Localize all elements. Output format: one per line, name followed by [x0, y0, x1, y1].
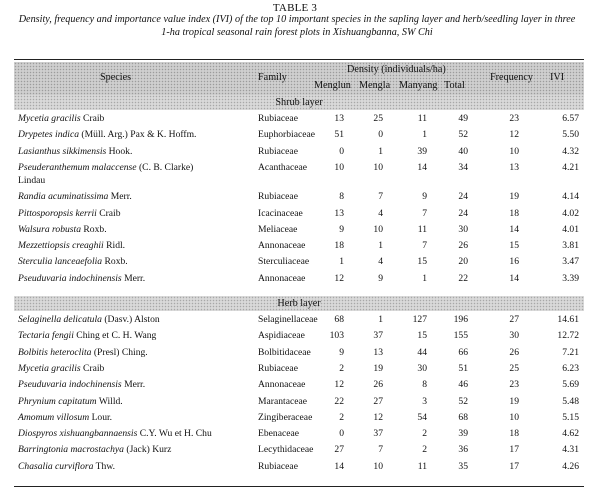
cell-frequency: 14 [509, 272, 519, 284]
cell-species [18, 162, 193, 173]
species-name: Pittosporopsis kerrii [18, 207, 97, 219]
cell-species [18, 113, 104, 124]
species-author: Craib [83, 113, 105, 124]
cell-mengla: 12 [373, 411, 383, 423]
cell-menglun: 2 [339, 362, 344, 374]
header-density-group: Density (individuals/ha) [347, 64, 446, 75]
header-mengla: Mengla [359, 80, 391, 91]
cell-mengla: 13 [373, 346, 383, 358]
cell-manyang: 7 [422, 207, 427, 219]
cell-total: 40 [458, 145, 468, 157]
cell-manyang: 7 [422, 240, 427, 252]
header-species: Species [100, 72, 132, 83]
cell-mengla: 4 [378, 207, 383, 219]
cell-ivi: 4.32 [562, 145, 579, 157]
species-name: Amomum villosum [18, 411, 90, 423]
cell-ivi: 5.48 [562, 395, 579, 407]
cell-mengla: 10 [373, 460, 383, 472]
cell-ivi: 6.23 [562, 362, 579, 374]
cell-total: 30 [458, 223, 468, 235]
cell-species [18, 208, 121, 219]
header-frequency: Frequency [490, 72, 533, 83]
cell-manyang: 11 [417, 223, 427, 235]
cell-manyang: 127 [412, 314, 427, 325]
cell-family: Rubiaceae [258, 460, 298, 472]
cell-manyang: 14 [417, 161, 427, 173]
cell-menglun: 0 [339, 145, 344, 157]
cell-family: Bolbitidaceae [258, 346, 311, 358]
cell-menglun: 2 [339, 411, 344, 423]
cell-frequency: 30 [509, 330, 519, 342]
cell-total: 39 [458, 428, 468, 440]
cell-total: 52 [458, 129, 468, 141]
cell-total: 46 [458, 379, 468, 391]
cell-ivi: 4.14 [562, 191, 579, 203]
cell-family: Aspidiaceae [258, 330, 305, 342]
species-name: Diospyros xishuangbannaensis [18, 428, 138, 440]
bottom-rule [14, 486, 584, 487]
cell-ivi: 4.62 [562, 428, 579, 440]
cell-frequency: 18 [509, 428, 519, 440]
cell-mengla: 25 [373, 113, 383, 124]
cell-total: 24 [458, 191, 468, 203]
cell-mengla: 4 [378, 256, 383, 268]
species-author: Roxb. [104, 256, 128, 268]
cell-frequency: 23 [509, 113, 519, 124]
cell-frequency: 10 [509, 411, 519, 423]
cell-species [18, 273, 145, 284]
cell-menglun: 1 [339, 256, 344, 268]
species-author: (Jack) Kurz [126, 444, 172, 456]
cell-frequency: 17 [509, 460, 519, 472]
cell-species [18, 379, 145, 390]
cell-total: 22 [458, 272, 468, 284]
cell-ivi: 3.81 [562, 240, 579, 252]
cell-species [18, 224, 107, 235]
cell-manyang: 30 [417, 362, 427, 374]
cell-mengla: 27 [373, 395, 383, 407]
cell-total: 68 [458, 411, 468, 423]
cell-species [18, 412, 112, 423]
cell-manyang: 1 [422, 272, 427, 284]
cell-mengla: 1 [378, 240, 383, 252]
cell-family: Rubiaceae [258, 113, 298, 124]
species-author: Willd. [98, 395, 123, 407]
cell-frequency: 27 [509, 314, 519, 325]
cell-mengla: 9 [378, 272, 383, 284]
species-author: Merr. [124, 272, 146, 284]
cell-ivi: 14.61 [557, 314, 579, 325]
cell-frequency: 12 [509, 129, 519, 141]
species-author: Lour. [91, 411, 113, 423]
species-name: Walsura robusta [18, 223, 81, 235]
cell-frequency: 16 [509, 256, 519, 268]
species-author: Craib [99, 207, 121, 219]
cell-menglun: 13 [334, 113, 344, 124]
species-name: Mezzettiopsis creaghii [18, 240, 104, 252]
cell-mengla: 7 [378, 444, 383, 456]
cell-total: 196 [453, 314, 468, 325]
cell-family: Selaginellaceae [258, 314, 318, 325]
cell-frequency: 15 [509, 240, 519, 252]
cell-menglun: 0 [339, 428, 344, 440]
cell-menglun: 13 [334, 207, 344, 219]
cell-ivi: 4.21 [562, 161, 579, 173]
cell-manyang: 11 [417, 460, 427, 472]
cell-frequency: 25 [509, 362, 519, 374]
cell-family: Ebenaceae [258, 428, 300, 440]
cell-manyang: 1 [422, 129, 427, 141]
species-name: Pseuduvaria indochinensis [18, 379, 122, 391]
cell-manyang: 2 [422, 444, 427, 456]
cell-species [18, 428, 212, 439]
cell-mengla: 7 [378, 191, 383, 203]
cell-mengla: 10 [373, 161, 383, 173]
cell-menglun: 12 [334, 379, 344, 391]
cell-manyang: 2 [422, 428, 427, 440]
cell-frequency: 13 [509, 161, 519, 173]
cell-frequency: 10 [509, 145, 519, 157]
cell-frequency: 23 [509, 379, 519, 391]
species-author: Roxb. [83, 223, 107, 235]
cell-species [18, 146, 132, 157]
species-author: Ching et C. H. Wang [76, 330, 157, 342]
species-name: Bolbitis heteroclita [18, 346, 92, 358]
cell-family: Annonaceae [258, 272, 306, 284]
cell-menglun: 22 [334, 395, 344, 407]
cell-total: 35 [458, 460, 468, 472]
header-menglun: Menglun [314, 80, 351, 91]
cell-menglun: 51 [334, 129, 344, 141]
species-name: Mycetia gracilis [18, 362, 81, 374]
cell-manyang: 15 [417, 330, 427, 342]
cell-frequency: 26 [509, 346, 519, 358]
cell-ivi: 4.02 [562, 207, 579, 219]
species-author-continued: Lindau [18, 174, 46, 186]
cell-menglun: 27 [334, 444, 344, 456]
cell-mengla: 10 [373, 223, 383, 235]
species-author: Thw. [95, 460, 116, 472]
cell-family: Acanthaceae [258, 161, 307, 173]
species-name: Lasianthus sikkimensis [18, 145, 107, 157]
cell-menglun: 9 [339, 346, 344, 358]
cell-mengla: 37 [373, 330, 383, 342]
cell-ivi: 5.50 [562, 129, 579, 141]
cell-total: 20 [458, 256, 468, 268]
cell-frequency: 19 [509, 191, 519, 203]
cell-ivi: 4.26 [562, 460, 579, 472]
cell-manyang: 39 [417, 145, 427, 157]
cell-family: Lecythidaceae [258, 444, 314, 456]
cell-species [18, 314, 160, 325]
cell-manyang: 54 [417, 411, 427, 423]
species-name: Selaginella delicatula [18, 314, 102, 325]
species-name: Pseuderanthemum malaccense [18, 161, 137, 173]
cell-family: Icacinaceae [258, 207, 303, 219]
cell-ivi: 12.72 [557, 330, 579, 342]
cell-mengla: 0 [378, 129, 383, 141]
cell-family: Sterculiaceae [258, 256, 310, 268]
cell-frequency: 17 [509, 444, 519, 456]
cell-frequency: 14 [509, 223, 519, 235]
header-ivi: IVI [550, 72, 565, 83]
species-author: Craib [83, 362, 105, 374]
cell-ivi: 5.15 [562, 411, 579, 423]
top-rule [14, 59, 584, 60]
species-author: (Müll. Arg.) Pax & K. Hoffm. [81, 129, 197, 141]
cell-species [18, 129, 196, 140]
cell-total: 36 [458, 444, 468, 456]
species-name: Pseuduvaria indochinensis [18, 272, 122, 284]
cell-species [18, 444, 171, 455]
cell-family: Rubiaceae [258, 145, 298, 157]
cell-family: Rubiaceae [258, 362, 298, 374]
cell-menglun: 14 [334, 460, 344, 472]
cell-menglun: 18 [334, 240, 344, 252]
cell-family: Marantaceae [258, 395, 307, 407]
cell-ivi: 7.21 [562, 346, 579, 358]
cell-manyang: 44 [417, 346, 427, 358]
cell-menglun: 9 [339, 223, 344, 235]
cell-total: 52 [458, 395, 468, 407]
section-header: Herb layer [14, 296, 584, 311]
cell-family: Euphorbiaceae [258, 129, 315, 141]
cell-species [18, 330, 156, 341]
cell-mengla: 26 [373, 379, 383, 391]
cell-mengla: 1 [378, 314, 383, 325]
cell-species [18, 347, 148, 358]
cell-ivi: 4.01 [562, 223, 579, 235]
cell-menglun: 103 [329, 330, 344, 342]
cell-family: Rubiaceae [258, 191, 298, 203]
cell-manyang: 15 [417, 256, 427, 268]
cell-mengla: 37 [373, 428, 383, 440]
species-author: (C. B. Clarke) [138, 161, 194, 173]
cell-family: Annonaceae [258, 379, 306, 391]
cell-frequency: 18 [509, 207, 519, 219]
cell-ivi: 5.69 [562, 379, 579, 391]
species-name: Tectaria fengii [18, 330, 74, 342]
header-total: Total [444, 80, 465, 91]
cell-total: 49 [458, 113, 468, 124]
species-name: Mycetia gracilis [18, 113, 81, 124]
header-family: Family [258, 72, 287, 83]
cell-species [18, 363, 104, 374]
table-caption: Density, frequency and importance value index (IVI) of the top 10 important species in the sapling layer and herb/seedling layer in three 1-ha tropical seasonal rain forest plots in Xishuangbanna, SW Chi [18, 14, 576, 38]
cell-family: Meliaceae [258, 223, 298, 235]
species-name: Chasalia curviflora [18, 460, 94, 472]
cell-total: 155 [453, 330, 468, 342]
cell-total: 34 [458, 161, 468, 173]
cell-menglun: 8 [339, 191, 344, 203]
species-author: (Dasv.) Alston [104, 314, 160, 325]
cell-mengla: 1 [378, 145, 383, 157]
cell-menglun: 12 [334, 272, 344, 284]
cell-manyang: 3 [422, 395, 427, 407]
species-name: Randia acuminatissima [18, 191, 109, 203]
species-name: Sterculia lanceaefolia [18, 256, 103, 268]
cell-total: 24 [458, 207, 468, 219]
cell-menglun: 10 [334, 161, 344, 173]
table-number: TABLE 3 [272, 2, 318, 14]
header-manyang: Manyang [399, 80, 438, 91]
column-header-band [14, 62, 584, 95]
cell-menglun: 68 [334, 314, 344, 325]
cell-species [18, 396, 123, 407]
species-author: Merr. [110, 191, 132, 203]
cell-ivi: 3.47 [562, 256, 579, 268]
species-author: Ridl. [106, 240, 126, 252]
species-name: Barringtonia macrostachya [18, 444, 124, 456]
cell-total: 66 [458, 346, 468, 358]
cell-ivi: 3.39 [562, 272, 579, 284]
cell-mengla: 19 [373, 362, 383, 374]
cell-ivi: 4.31 [562, 444, 579, 456]
cell-total: 51 [458, 362, 468, 374]
cell-manyang: 11 [417, 113, 427, 124]
cell-species [18, 461, 115, 472]
cell-species [18, 240, 125, 251]
cell-manyang: 8 [422, 379, 427, 391]
species-author: (Presl) Ching. [93, 346, 148, 358]
species-name: Phrynium capitatum [18, 395, 97, 407]
species-author: C.Y. Wu et H. Chu [139, 428, 212, 440]
cell-manyang: 9 [422, 191, 427, 203]
cell-species [18, 256, 128, 267]
cell-ivi: 6.57 [562, 113, 579, 124]
species-author: Hook. [108, 145, 133, 157]
cell-total: 26 [458, 240, 468, 252]
cell-family: Annonaceae [258, 240, 306, 252]
cell-frequency: 19 [509, 395, 519, 407]
cell-species [18, 191, 132, 202]
section-header: Shrub layer [14, 95, 584, 110]
species-author: Merr. [124, 379, 146, 391]
cell-family: Zingiberaceae [258, 411, 313, 423]
species-name: Drypetes indica [18, 129, 80, 141]
